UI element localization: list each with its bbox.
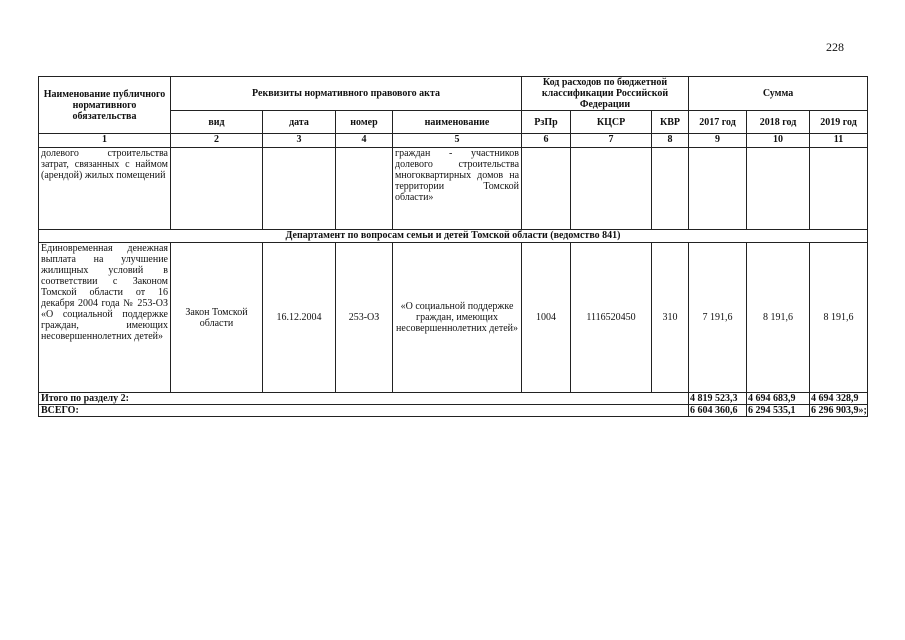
empty-cell xyxy=(263,148,336,230)
kvr-code: 310 xyxy=(652,243,689,393)
subtotal-2018: 4 694 683,9 xyxy=(747,393,810,405)
header-row-1 xyxy=(39,77,868,111)
department-row xyxy=(39,230,868,243)
header-date: дата xyxy=(263,111,336,134)
rzpr-code: 1004 xyxy=(522,243,571,393)
empty-cell xyxy=(571,148,652,230)
header-title: наименование xyxy=(393,111,522,134)
page-number: 228 xyxy=(826,40,844,54)
kcsr-code: 1116520450 xyxy=(571,243,652,393)
sum-2019: 8 191,6 xyxy=(810,243,868,393)
obligation-name-continued: долевого строительства затрат, связанных с наймом (арендой) жилых помещений xyxy=(39,148,171,230)
col-number: 2 xyxy=(171,134,263,148)
header-2017: 2017 год xyxy=(689,111,747,134)
col-number: 6 xyxy=(522,134,571,148)
act-title-continued: граждан - участников долевого строительства многоквартирных домов на территории Томской области» xyxy=(393,148,522,230)
col-number: 9 xyxy=(689,134,747,148)
table-row xyxy=(39,243,868,393)
sum-2018: 8 191,6 xyxy=(747,243,810,393)
col-number: 4 xyxy=(336,134,393,148)
act-type: Закон Томской области xyxy=(171,243,263,393)
header-kcsr: КЦСР xyxy=(571,111,652,134)
act-date: 16.12.2004 xyxy=(263,243,336,393)
empty-cell xyxy=(747,148,810,230)
col-number: 8 xyxy=(652,134,689,148)
header-2018: 2018 год xyxy=(747,111,810,134)
total-2017: 6 604 360,6 xyxy=(689,405,747,417)
header-type: вид xyxy=(171,111,263,134)
header-number: номер xyxy=(336,111,393,134)
empty-cell xyxy=(171,148,263,230)
department-heading: Департамент по вопросам семьи и детей Томской области (ведомство 841) xyxy=(39,230,868,243)
header-code-group: Код расходов по бюджетной классификации Российской Федерации xyxy=(522,77,689,111)
total-2019: 6 296 903,9»; xyxy=(811,405,867,416)
column-numbers-row xyxy=(39,134,868,148)
header-kvr: КВР xyxy=(652,111,689,134)
col-number: 11 xyxy=(810,134,868,148)
empty-cell xyxy=(689,148,747,230)
subtotal-2019: 4 694 328,9 xyxy=(810,393,868,405)
empty-cell xyxy=(810,148,868,230)
header-name: Наименование публичного нормативного обязательства xyxy=(39,77,171,134)
act-title: «О социальной поддержке граждан, имеющих несовершеннолетних детей» xyxy=(393,243,522,393)
budget-table xyxy=(38,76,868,417)
header-act-group: Реквизиты нормативного правового акта xyxy=(171,77,522,111)
col-number: 10 xyxy=(747,134,810,148)
header-sum-group: Сумма xyxy=(689,77,868,111)
header-2019: 2019 год xyxy=(810,111,868,134)
empty-cell xyxy=(522,148,571,230)
col-number: 3 xyxy=(263,134,336,148)
total-row xyxy=(39,405,868,417)
continuation-row xyxy=(39,148,868,230)
col-number: 5 xyxy=(393,134,522,148)
obligation-name: Единовременная денежная выплата на улучшение жилищных условий в соответствии с Законом Томской области от 16 декабря 2004 года № 253-ОЗ «О социальной поддержке граждан, имеющих несовершеннолетних детей» xyxy=(39,243,171,393)
col-number: 7 xyxy=(571,134,652,148)
header-rzpr: РзПр xyxy=(522,111,571,134)
act-number: 253-ОЗ xyxy=(336,243,393,393)
subtotal-row xyxy=(39,393,868,405)
total-label: ВСЕГО: xyxy=(39,405,689,417)
subtotal-label: Итого по разделу 2: xyxy=(39,393,689,405)
subtotal-2017: 4 819 523,3 xyxy=(689,393,747,405)
total-2018: 6 294 535,1 xyxy=(747,405,810,417)
col-number: 1 xyxy=(39,134,171,148)
empty-cell xyxy=(336,148,393,230)
empty-cell xyxy=(652,148,689,230)
sum-2017: 7 191,6 xyxy=(689,243,747,393)
